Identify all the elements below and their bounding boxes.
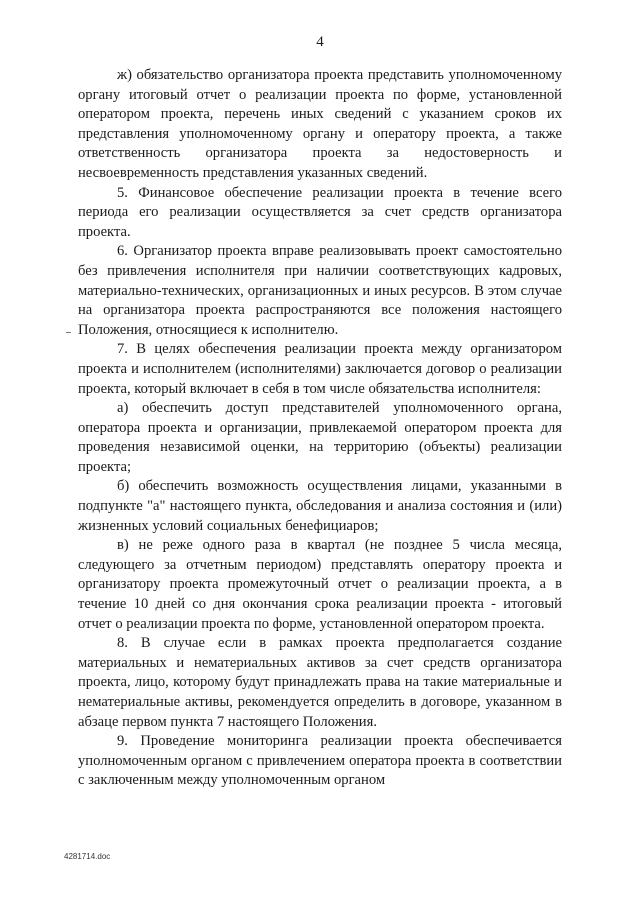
document-body bbox=[78, 66, 562, 791]
paragraph-7v: в) не реже одного раза в квартал (не позднее 5 числа месяца, следующего за отчетным периодом) представлять оператору проекта и организатору проекта промежуточный отчет о реализации проекта, а в течение 10 дней со дня окончания срока реализации проекта - итоговый отчет о реализации проекта по форме, установленной оператором проекта. bbox=[78, 537, 562, 632]
paragraph-7a: а) обеспечить доступ представителей уполномоченного органа, оператора проекта и организации, привлекаемой оператором проекта для проведения независимой оценки, на территорию (объекты) реализации проекта; bbox=[78, 400, 562, 475]
document-footer-filename: 4281714.doc bbox=[64, 852, 111, 861]
margin-mark bbox=[66, 332, 71, 333]
paragraph-7b: б) обеспечить возможность осуществления лицами, указанными в подпункте "а" настоящего пункта, обследования и анализа состояния и (или) жизненных условий социальных бенефициаров; bbox=[78, 478, 562, 534]
page-number: 4 bbox=[316, 34, 324, 50]
paragraph-6: 6. Организатор проекта вправе реализовывать проект самостоятельно без привлечения исполнителя при наличии соответствующих кадровых, материально-технических, организационных и иных ресурсов. В этом случае на организатора проекта распространяются все положения настоящего Положения, относящиеся к исполнителю. bbox=[78, 243, 562, 338]
paragraph-9: 9. Проведение мониторинга реализации проекта обеспечивается уполномоченным органом с привлечением оператора проекта в соответствии с заключенным между уполномоченным органом bbox=[78, 733, 562, 789]
paragraph-7: 7. В целях обеспечения реализации проекта между организатором проекта и исполнителем (исполнителями) заключается договор о реализации проекта, который включает в себя в том числе обязательства исполнителя: bbox=[78, 341, 562, 397]
paragraph-5: 5. Финансовое обеспечение реализации проекта в течение всего периода его реализации осуществляется за счет средств организатора проекта. bbox=[78, 184, 562, 240]
paragraph-8: 8. В случае если в рамках проекта предполагается создание материальных и нематериальных активов за счет средств организатора проекта, лицо, которому будут принадлежать права на такие материальные и нематериальные активы, рекомендуется определить в договоре, указанном в абзаце первом пункта 7 настоящего Положения. bbox=[78, 635, 562, 730]
paragraph-item-zh: ж) обязательство организатора проекта представить уполномоченному органу итоговый отчет о реализации проекта по форме, установленной оператором проекта, перечень иных сведений с указанием сроков их представления уполномоченному органу и оператору проекта, а также ответственность организатора проекта за недостоверность и несвоевременность представления указанных сведений. bbox=[78, 67, 562, 181]
